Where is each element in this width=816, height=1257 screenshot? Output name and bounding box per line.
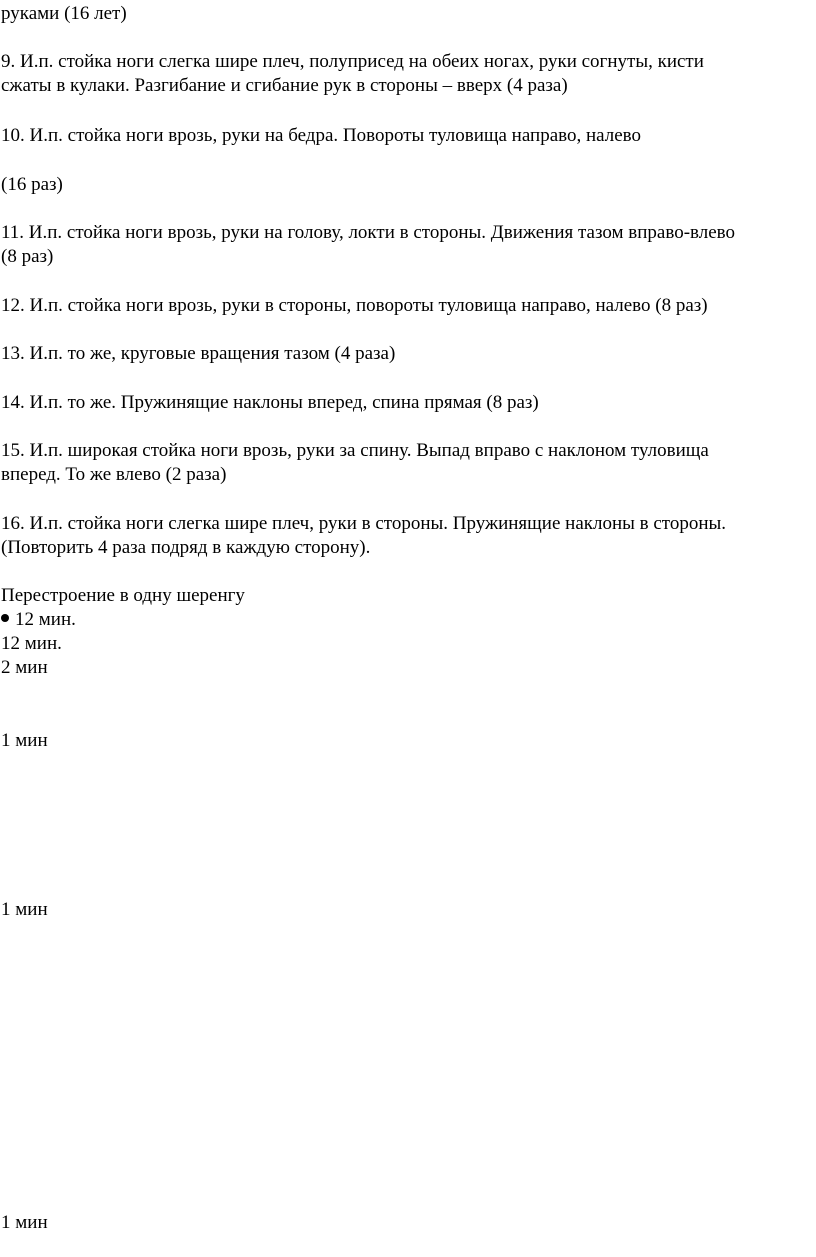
- formation-line: Перестроение в одну шеренгу: [1, 585, 245, 606]
- exercise-12-line: 12. И.п. стойка ноги врозь, руки в стороны, повороты туловища направо, налево (8 раз): [1, 295, 708, 316]
- exercise-9-line-1: 9. И.п. стойка ноги слегка шире плеч, полуприсед на обеих ногах, руки согнуты, кисти: [1, 51, 704, 72]
- bullet-icon: [1, 614, 9, 622]
- duration-line: 1 мин: [1, 1212, 48, 1233]
- bullet-duration-line: [1, 608, 76, 632]
- text-line: руками (16 лет): [1, 3, 127, 24]
- duration-line: 1 мин: [1, 899, 48, 920]
- exercise-16-line-1: 16. И.п. стойка ноги слегка шире плеч, руки в стороны. Пружинящие наклоны в стороны.: [1, 513, 727, 534]
- exercise-16-line-2: (Повторить 4 раза подряд в каждую сторону).: [1, 537, 371, 558]
- exercise-15-line-2: вперед. То же влево (2 раза): [1, 464, 227, 485]
- exercise-13-line: 13. И.п. то же, круговые вращения тазом (4 раза): [1, 343, 396, 364]
- duration-line: 1 мин: [1, 730, 48, 751]
- exercise-9-line-2: сжаты в кулаки. Разгибание и сгибание рук в стороны – вверх (4 раза): [1, 75, 568, 96]
- exercise-10-line-1: 10. И.п. стойка ноги врозь, руки на бедра. Повороты туловища направо, налево: [1, 125, 641, 146]
- exercise-14-line: 14. И.п. то же. Пружинящие наклоны вперед, спина прямая (8 раз): [1, 392, 539, 413]
- exercise-10-line-2: (16 раз): [1, 174, 63, 195]
- duration-line: 12 мин.: [1, 633, 62, 654]
- exercise-11-line-2: (8 раз): [1, 246, 54, 267]
- exercise-11-line-1: 11. И.п. стойка ноги врозь, руки на голову, локти в стороны. Движения тазом вправо-влево: [1, 222, 736, 243]
- duration-text: 12 мин.: [15, 609, 76, 630]
- exercise-15-line-1: 15. И.п. широкая стойка ноги врозь, руки за спину. Выпад вправо с наклоном туловища: [1, 440, 709, 461]
- duration-line: 2 мин: [1, 657, 48, 678]
